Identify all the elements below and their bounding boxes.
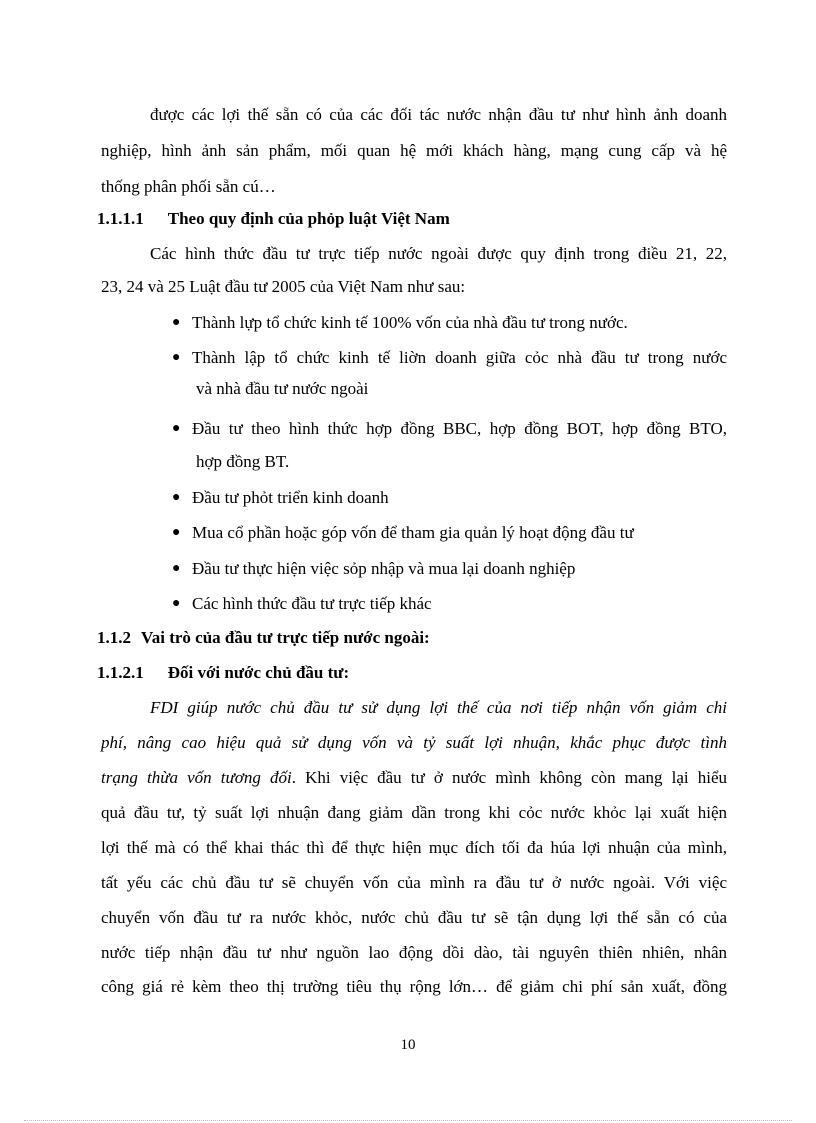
italic-phrase: trạng thừa vốn tương đối xyxy=(101,768,292,787)
heading-title: Vai trò của đầu tư trực tiếp nước ngoài: xyxy=(141,628,430,647)
bullet-icon: ● xyxy=(172,596,181,611)
text-line: chuyển vốn đầu tư ra nước khỏc, nước chủ đầu tư sẽ tận dụng lợi thế sẵn có của xyxy=(101,908,727,927)
bullet-icon: ● xyxy=(172,561,181,576)
bullet-icon: ● xyxy=(172,490,181,505)
heading-number: 1.1.1.1 xyxy=(97,209,144,228)
text-line: nghiệp, hình ảnh sản phẩm, mối quan hệ mới khách hàng, mạng cung cấp và hệ xyxy=(101,141,727,160)
bullet-icon: ● xyxy=(172,421,181,436)
heading-title: Đối với nước chủ đầu tư: xyxy=(167,663,350,682)
list-item: Mua cổ phần hoặc góp vốn để tham gia quản lý hoạt động đầu tư xyxy=(192,523,634,542)
list-item-continuation: hợp đồng BT. xyxy=(196,452,290,471)
text-line: nước tiếp nhận đầu tư như nguồn lao động dồi dào, tài nguyên thiên nhiên, nhân xyxy=(101,943,727,962)
heading-number: 1.1.2 xyxy=(97,628,131,647)
bullet-icon: ● xyxy=(172,525,181,540)
list-item: Thành lựp tổ chức kinh tế 100% vốn của nhà đầu tư trong nước. xyxy=(192,313,628,332)
text-line: FDI giúp nước chủ đầu tư sử dụng lợi thế của nơi tiếp nhận vốn giảm chi xyxy=(150,698,727,717)
list-item: Đầu tư phỏt triển kinh doanh xyxy=(192,488,389,507)
text-line: 23, 24 và 25 Luật đầu tư 2005 của Việt Nam như sau: xyxy=(101,277,466,296)
heading-title: Theo quy định của phỏp luật Việt Nam xyxy=(167,209,450,228)
section-heading-1-1-2-1 xyxy=(97,662,349,684)
page-number: 10 xyxy=(400,1037,416,1053)
text-line: phí, nâng cao hiệu quả sử dụng vốn và tỷ suất lợi nhuận, khắc phục được tình xyxy=(101,733,727,752)
text-line: lợi thế mà có thể khai thác thì để thực hiện mục đích tối đa húa lợi nhuận của mình, xyxy=(101,838,727,857)
text-line xyxy=(101,767,727,789)
list-item: Thành lập tổ chức kinh tế liờn doanh giữa cỏc nhà đầu tư trong nước xyxy=(192,348,727,367)
list-item: Các hình thức đầu tư trực tiếp khác xyxy=(192,594,432,613)
text-line: tất yếu các chủ đầu tư sẽ chuyển vốn của mình ra đầu tư ở nước ngoài. Với việc xyxy=(101,873,727,892)
list-item: Đầu tư thực hiện việc sỏp nhập và mua lại doanh nghiệp xyxy=(192,559,576,578)
text-line: Các hình thức đầu tư trực tiếp nước ngoài được quy định trong điều 21, 22, xyxy=(150,244,727,263)
page-bottom-divider xyxy=(24,1120,792,1121)
list-item-continuation: và nhà đầu tư nước ngoài xyxy=(196,379,369,398)
text-line: thống phân phối sẵn cú… xyxy=(101,177,276,196)
heading-number: 1.1.2.1 xyxy=(97,663,144,682)
text-line: công giá rẻ kèm theo thị trường tiêu thụ rộng lớn… để giảm chi phí sản xuất, đồng xyxy=(101,977,727,996)
list-item: Đầu tư theo hình thức hợp đồng BBC, hợp đồng BOT, hợp đồng BTO, xyxy=(192,419,727,438)
text-line: quả đầu tư, tỷ suất lợi nhuận đang giảm dần trong khi cỏc nước khỏc lại xuất hiện xyxy=(101,803,727,822)
text-run: . Khi việc đầu tư ở nước mình không còn mang lại hiểu xyxy=(291,768,728,787)
bullet-icon: ● xyxy=(172,315,181,330)
section-heading-1-1-1-1 xyxy=(97,208,450,230)
section-heading-1-1-2 xyxy=(97,627,430,649)
bullet-icon: ● xyxy=(172,350,181,365)
text-line: được các lợi thế sẵn có của các đối tác nước nhận đầu tư như hình ảnh doanh xyxy=(150,105,727,124)
